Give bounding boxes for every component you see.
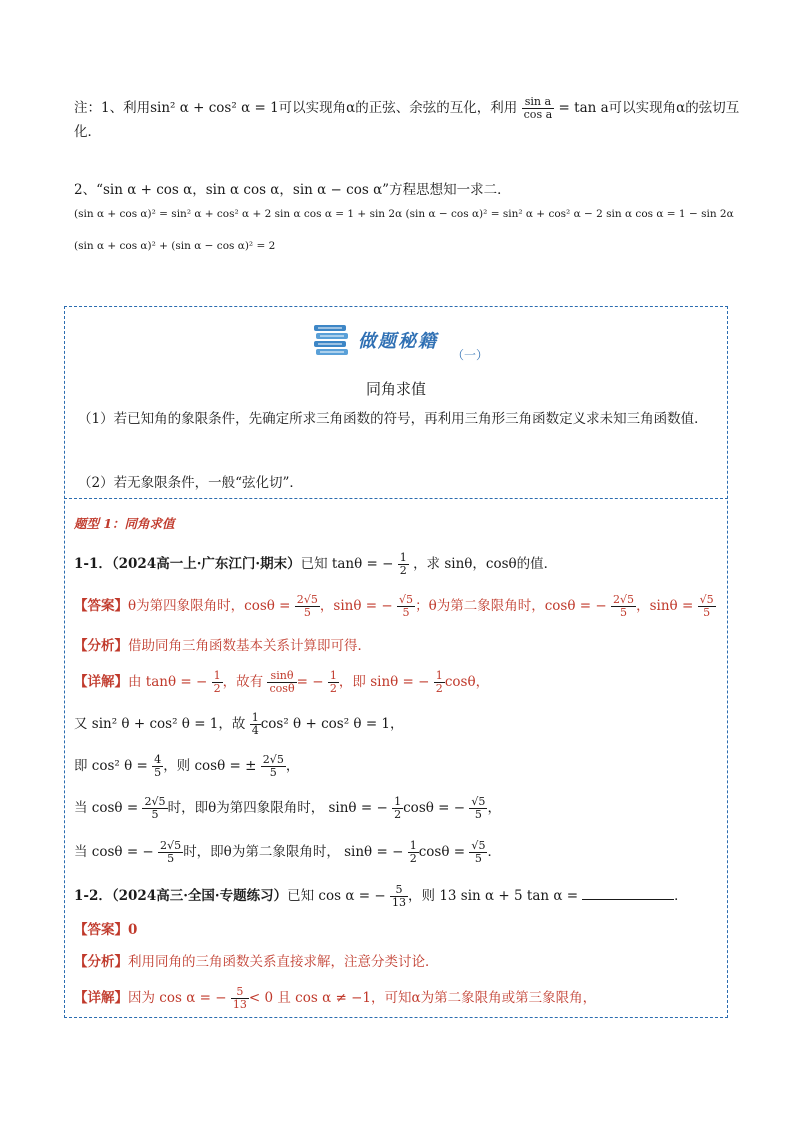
banner-title: 做题秘籍: [358, 331, 438, 352]
identity-equation-1: (sin α + cos α)² = sin² α + cos² α + 2 sin α cos α = 1 + sin 2α (sin α − cos α)² = sin² α + cos² α − 2 sin α cos α = 1 − sin 2α: [74, 208, 734, 220]
note-fraction: $\frac{\text{sin a}}{\text{cos a}}$: [523, 95, 553, 122]
answer-blank: [582, 899, 674, 900]
section-title: 题型 1：同角求值: [74, 516, 175, 531]
analysis-1-1: 【分析】借助同角三角函数基本关系计算即可得．: [74, 638, 371, 654]
detail-1-1-line-1: 【详解】由 tanθ = − $\frac{1}{2}$ ，故有 $\frac{\sin\theta}{\cos\theta}$ = − $\frac{1}{2}$ ，即 sinθ = − $\frac{1}{2}$ cosθ，: [74, 669, 490, 696]
method-title: 同角求值: [365, 380, 426, 398]
answer-1-2: 【答案】0: [74, 922, 138, 938]
note-2: 2、“sin α + cos α，sin α cos α，sin α − cos α”方程思想知一求二．: [74, 182, 511, 198]
box-divider: [64, 498, 728, 499]
banner-subtitle: （一）: [452, 348, 489, 362]
question-1-1: 1-1．（2024高一上·广东江门·期末）已知 tanθ = − $\frac{1}{2}$ ，求 sinθ，cosθ的值．: [74, 551, 558, 578]
answer-1-1: 【答案】θ为第四象限角时，cosθ = $\frac{2√5}{5}$ ，sinθ = − $\frac{√5}{5}$ ；θ为第二象限角时，cosθ = − $\frac{2√5}{5}$ ，sinθ = $\frac{√5}{5}$: [74, 593, 714, 620]
detail-1-1-line-4: 当 cosθ = $\frac{2√5}{5}$ 时，即θ为第四象限角时， sinθ = − $\frac{1}{2}$ cosθ = − $\frac{√5}{5}$ ，: [74, 795, 501, 822]
detail-1-1-line-3: 即 cos² θ = $\frac{4}{5}$ ，则 cosθ = ± $\frac{2√5}{5}$ ，: [74, 753, 300, 780]
detail-1-1-line-5: 当 cosθ = − $\frac{2√5}{5}$ 时，即θ为第二象限角时， sinθ = − $\frac{1}{2}$ cosθ = $\frac{√5}{5}$ ．: [74, 839, 501, 866]
banner: [312, 318, 438, 362]
question-1-2: 1-2．（2024高三·全国·专题练习）已知 cos α = − $\frac{5}{13}$ ，则 13 sin α + 5 tan α = ．: [74, 883, 688, 910]
detail-1-1-line-2: 又 sin² θ + cos² θ = 1，故 $\frac{1}{4}$ cos² θ + cos² θ = 1，: [74, 711, 404, 738]
method-point-2: （2）若无象限条件，一般“弦化切”．: [78, 475, 303, 491]
analysis-1-2: 【分析】利用同角的三角函数关系直接求解，注意分类讨论．: [74, 954, 439, 970]
books-icon: [312, 323, 350, 357]
identity-equation-2: (sin α + cos α)² + (sin α − cos α)² = 2: [74, 240, 276, 252]
note-1: 注：1、利用sin² α + cos² α = 1可以实现角α的正弦、余弦的互化，利用 $\frac{\text{sin a}}{\text{cos a}}$ = tan a可以实现角α的弦切互 化．: [74, 95, 740, 141]
detail-1-2: 【详解】因为 cos α = − $\frac{5}{13}$ < 0 且 cos α ≠ −1，可知α为第二象限角或第三象限角，: [74, 985, 597, 1012]
method-point-1: （1）若已知角的象限条件，先确定所求三角函数的符号，再利用三角形三角函数定义求未知三角函数值．: [78, 411, 708, 427]
